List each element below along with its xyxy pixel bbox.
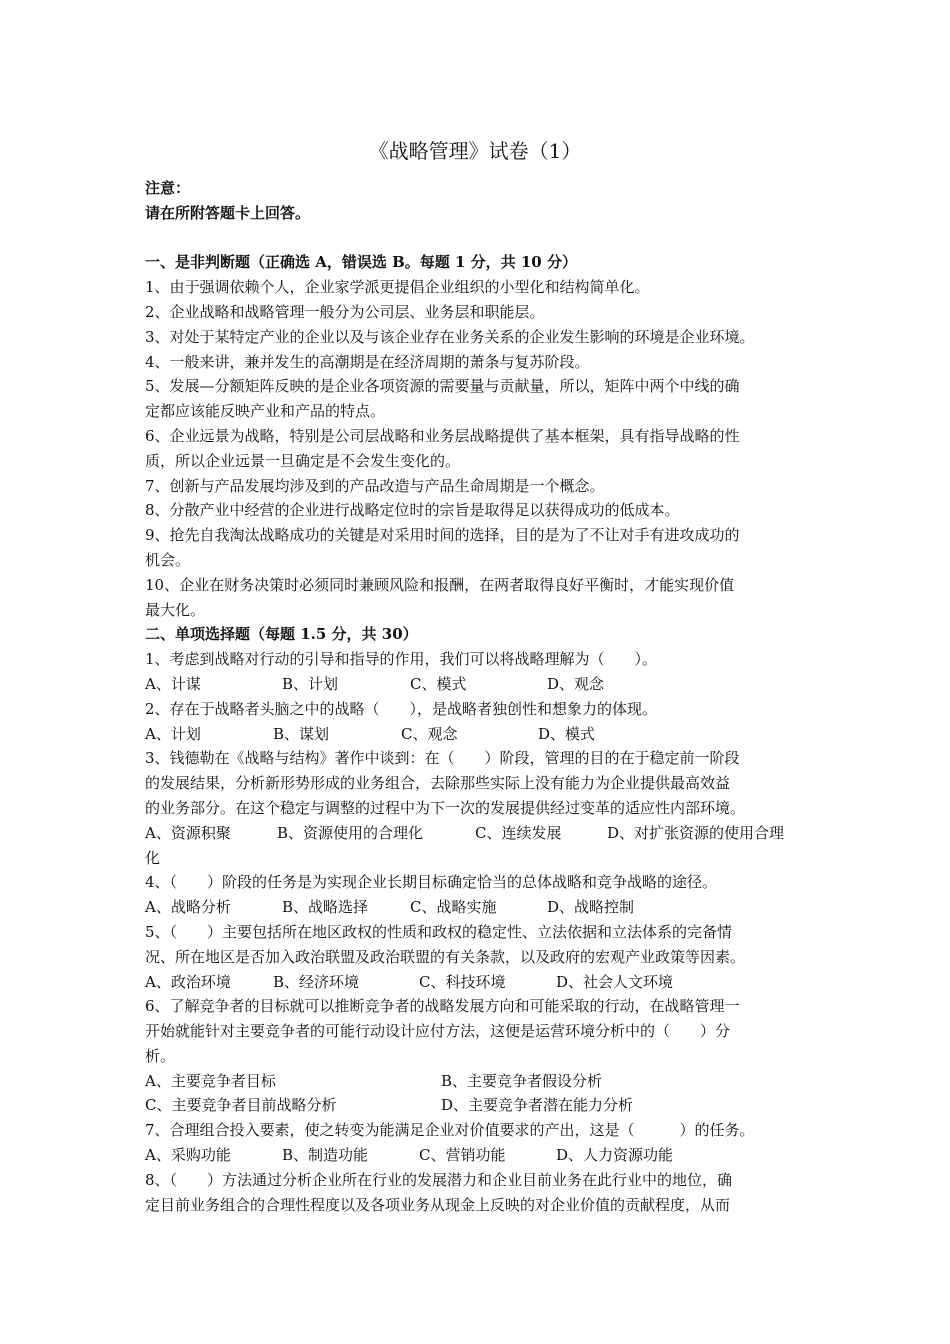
option-b: B、计划 [282, 674, 339, 693]
option-d: D、社会人文环境 [556, 972, 674, 991]
section1-line: 10、企业在财务决策时必须同时兼顾风险和报酬，在两者取得良好平衡时，才能实现价值 [145, 575, 735, 594]
option-c: C、科技环境 [419, 972, 506, 991]
option-c: C、营销功能 [419, 1146, 506, 1165]
question-stem: 况、所在地区是否加入政治联盟及政治联盟的有关条款，以及政府的宏观产业政策等因素。 [145, 947, 746, 966]
option-b: B、主要竞争者假设分析 [441, 1071, 603, 1090]
option-continuation: 化 [145, 848, 161, 867]
section1-line: 6、企业远景为战略，特别是公司层战略和业务层战略提供了基本框架，具有指导战略的性 [145, 426, 740, 445]
option-a: A、采购功能 [145, 1146, 231, 1165]
section1-line: 2、企业战略和战略管理一般分为公司层、业务层和职能层。 [145, 302, 545, 321]
section1-line: 9、抢先自我淘汰战略成功的关键是对采用时间的选择，目的是为了不让对手有进攻成功的 [145, 526, 740, 545]
question-stem: 8、（ ）方法通过分析企业所在行业的发展潜力和企业目前业务在此行业中的地位，确 [145, 1170, 733, 1189]
notice-text: 请在所附答题卡上回答。 [145, 203, 311, 222]
question-stem: 的业务部分。在这个稳定与调整的过程中为下一次的发展提供经过变革的适应性内部环境。 [145, 798, 746, 817]
option-c: C、连续发展 [475, 823, 562, 842]
answer-options [145, 1143, 825, 1168]
option-a: A、主要竞争者目标 [145, 1071, 276, 1090]
option-a: A、计划 [145, 724, 201, 743]
option-b: B、制造功能 [282, 1146, 369, 1165]
option-c: C、观念 [401, 724, 458, 743]
option-c: C、模式 [410, 674, 467, 693]
page-title: 《战略管理》试卷（1） [368, 139, 582, 163]
section1-line: 3、对处于某特定产业的企业以及与该企业存在业务关系的企业发生影响的环境是企业环境。 [145, 327, 755, 346]
answer-options [145, 672, 825, 697]
section2-heading: 二、单项选择题（每题 1.5 分，共 30） [145, 625, 418, 644]
answer-options [145, 895, 825, 920]
section1-line: 1、由于强调依赖个人，企业家学派更提倡企业组织的小型化和结构简单化。 [145, 278, 650, 297]
option-c: C、战略实施 [410, 898, 497, 917]
exam-content [145, 176, 825, 1217]
option-d: D、观念 [547, 674, 605, 693]
option-c: C、主要竞争者目前战略分析 [145, 1096, 337, 1115]
section1-line: 质，所以企业远景一旦确定是不会发生变化的。 [145, 451, 461, 470]
section1-line: 最大化。 [145, 600, 206, 619]
answer-options [145, 1069, 825, 1094]
question-stem: 析。 [145, 1046, 176, 1065]
question-stem: 开始就能针对主要竞争者的可能行动设计应付方法，这便是运营环境分析中的（ ）分 [145, 1022, 731, 1041]
option-a: A、计谋 [145, 674, 201, 693]
option-d: D、对扩张资源的使用合理 [607, 823, 785, 842]
question-stem: 5、（ ）主要包括所在地区政权的性质和政权的稳定性、立法依据和立法体系的完备情 [145, 922, 733, 941]
answer-options [145, 1093, 825, 1118]
option-b: B、谋划 [273, 724, 330, 743]
option-b: B、资源使用的合理化 [277, 823, 424, 842]
question-stem: 4、（ ）阶段的任务是为实现企业长期目标确定恰当的总体战略和竞争战略的途径。 [145, 873, 718, 892]
spacer [145, 226, 825, 251]
section1-heading: 一、是非判断题（正确选 A，错误选 B。每题 1 分，共 10 分） [145, 253, 577, 272]
section1-line: 7、创新与产品发展均涉及到的产品改造与产品生命周期是一个概念。 [145, 476, 605, 495]
option-d: D、战略控制 [547, 898, 635, 917]
answer-options [145, 821, 825, 846]
answer-options [145, 970, 825, 995]
section1-line: 定都应该能反映产业和产品的特点。 [145, 402, 386, 421]
option-a: A、资源积聚 [145, 823, 231, 842]
option-d: D、主要竞争者潜在能力分析 [441, 1096, 634, 1115]
option-b: B、经济环境 [273, 972, 360, 991]
option-a: A、政治环境 [145, 972, 231, 991]
question-stem: 3、钱德勒在《战略与结构》著作中谈到：在（ ）阶段，管理的目的在于稳定前一阶段 [145, 749, 740, 768]
question-stem: 1、考虑到战略对行动的引导和指导的作用，我们可以将战略理解为（ ）。 [145, 650, 658, 669]
notice-heading: 注意： [145, 179, 191, 197]
question-stem: 2、存在于战略者头脑之中的战略（ ），是战略者独创性和想象力的体现。 [145, 699, 658, 718]
option-d: D、人力资源功能 [556, 1146, 674, 1165]
option-a: A、战略分析 [145, 898, 231, 917]
question-stem: 定目前业务组合的合理性程度以及各项业务从现金上反映的对企业价值的贡献程度，从而 [145, 1195, 731, 1214]
section1-line: 8、分散产业中经营的企业进行战略定位时的宗旨是取得足以获得成功的低成本。 [145, 501, 680, 520]
question-stem: 的发展结果，分析新形势形成的业务组合，去除那些实际上没有能力为企业提供最高效益 [145, 774, 731, 793]
option-d: D、模式 [538, 724, 596, 743]
option-b: B、战略选择 [282, 898, 369, 917]
question-stem: 7、合理组合投入要素，使之转变为能满足企业对价值要求的产出，这是（ ）的任务。 [145, 1121, 755, 1140]
question-stem: 6、了解竞争者的目标就可以推断竞争者的战略发展方向和可能采取的行动，在战略管理一 [145, 997, 740, 1016]
section1-line: 机会。 [145, 550, 191, 569]
section1-line: 4、一般来讲，兼并发生的高潮期是在经济周期的萧条与复苏阶段。 [145, 352, 590, 371]
section1-line: 5、发展—分额矩阵反映的是企业各项资源的需要量与贡献量，所以，矩阵中两个中线的确 [145, 377, 740, 396]
answer-options [145, 722, 825, 747]
